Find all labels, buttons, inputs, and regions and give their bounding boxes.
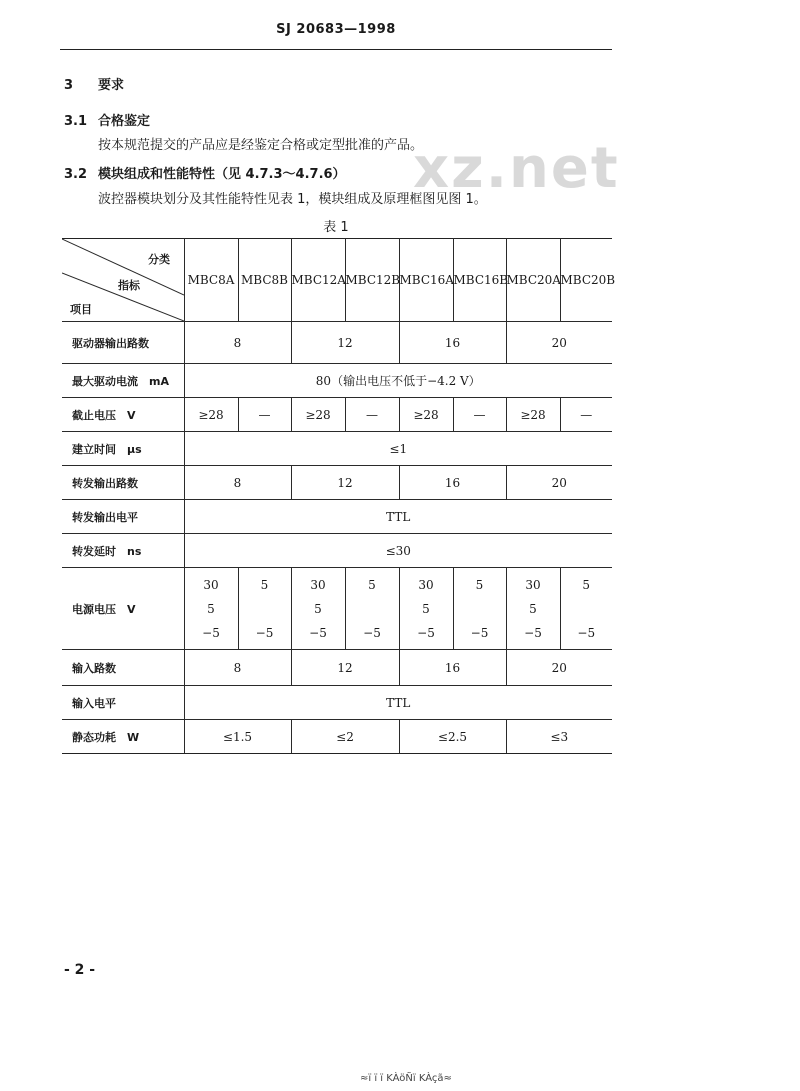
value: −5 — [577, 625, 596, 640]
table-title: 表 1 — [323, 220, 349, 235]
table-cell: 12 — [291, 322, 399, 364]
table-cell: 12 — [291, 466, 399, 500]
section-3-heading — [64, 74, 124, 93]
table-cell: 20 — [506, 322, 612, 364]
value: −5 — [363, 625, 381, 640]
row-label: 驱动器输出路数 — [62, 322, 184, 364]
corner-indicator-label: 指标 — [118, 279, 140, 292]
table-cell: 8 — [184, 322, 291, 364]
page-number: - 2 - — [64, 962, 96, 978]
table-row — [62, 720, 612, 754]
section-number: 3.2 — [64, 167, 88, 182]
row-label: 建立时间 μs — [62, 432, 184, 466]
section-3-1-heading — [64, 110, 150, 129]
table-cell: ≤1.5 — [184, 720, 291, 754]
table-cell — [345, 568, 399, 650]
table-cell: ≤2.5 — [399, 720, 506, 754]
value — [346, 602, 399, 616]
value: 5 — [368, 577, 376, 592]
column-header: MBC12A — [291, 239, 345, 322]
row-label: 转发输出路数 — [62, 466, 184, 500]
value: −5 — [309, 625, 327, 640]
value: 5 — [314, 601, 322, 616]
table-cell — [453, 568, 506, 650]
section-title: 合格鉴定 — [98, 114, 151, 129]
value-stack — [561, 572, 613, 646]
row-label: 输入电平 — [62, 686, 184, 720]
table-row — [62, 534, 612, 568]
value: −5 — [202, 625, 220, 640]
spec-table — [62, 238, 616, 754]
row-label: 转发输出电平 — [62, 500, 184, 534]
value: 30 — [310, 577, 326, 592]
section-3-2-body: 波控器模块划分及其性能特性见表 1，模块组成及原理框图见图 1。 — [98, 192, 487, 207]
table-cell: ≥28 — [399, 398, 453, 432]
table-cell — [506, 568, 560, 650]
table-cell: ≥28 — [291, 398, 345, 432]
value-stack — [454, 572, 506, 646]
diagonal-header — [62, 239, 184, 321]
table-cell: — — [453, 398, 506, 432]
table-cell: — — [560, 398, 612, 432]
section-number: 3 — [64, 78, 74, 93]
value-stack — [346, 572, 399, 646]
row-label: 输入路数 — [62, 650, 184, 686]
corner-item-label: 项目 — [70, 303, 92, 316]
value-stack — [239, 572, 291, 646]
value — [454, 602, 506, 616]
table-cell: TTL — [184, 686, 612, 720]
value — [239, 602, 291, 616]
value: 5 — [422, 601, 430, 616]
table-row — [62, 364, 612, 398]
corner-category-label: 分类 — [148, 253, 170, 266]
value-stack — [185, 572, 238, 646]
table-cell: — — [238, 398, 291, 432]
section-number: 3.1 — [64, 114, 88, 129]
table-cell: 16 — [399, 650, 506, 686]
table-cell: 8 — [184, 650, 291, 686]
table-cell: 16 — [399, 322, 506, 364]
column-header: MBC16B — [453, 239, 506, 322]
footer-mark: ≈ï ï ï KÀöÑï KÀçã≈ — [360, 1073, 452, 1084]
column-header: MBC8A — [184, 239, 238, 322]
row-label: 静态功耗 W — [62, 720, 184, 754]
table-cell: ≤30 — [184, 534, 612, 568]
column-header: MBC20A — [506, 239, 560, 322]
value: 30 — [418, 577, 434, 592]
table-cell: 8 — [184, 466, 291, 500]
table-row — [62, 568, 612, 650]
table-row — [62, 686, 612, 720]
section-title: 要求 — [98, 78, 125, 93]
value: 5 — [475, 577, 484, 592]
column-header: MBC16A — [399, 239, 453, 322]
table-cell: 16 — [399, 466, 506, 500]
table-cell: — — [345, 398, 399, 432]
row-label: 最大驱动电流 mA — [62, 364, 184, 398]
table-cell: ≤1 — [184, 432, 612, 466]
header-rule — [60, 49, 612, 50]
value: −5 — [417, 625, 435, 640]
column-header: MBC8B — [238, 239, 291, 322]
value — [561, 602, 613, 616]
table-cell: 12 — [291, 650, 399, 686]
section-title: 模块组成和性能特性（见 4.7.3～4.7.6） — [98, 167, 346, 182]
table-cell — [238, 568, 291, 650]
row-label: 电源电压 V — [62, 568, 184, 650]
value: 5 — [207, 601, 215, 616]
value: 30 — [203, 577, 219, 592]
table-corner-cell — [62, 239, 184, 322]
value: 5 — [582, 577, 591, 592]
table-cell — [560, 568, 612, 650]
table-cell: ≤2 — [291, 720, 399, 754]
table-cell: ≤3 — [506, 720, 612, 754]
table-row — [62, 466, 612, 500]
table-cell: 20 — [506, 650, 612, 686]
value-stack — [507, 572, 560, 646]
value: 30 — [525, 577, 541, 592]
section-3-1-body: 按本规范提交的产品应是经鉴定合格或定型批准的产品。 — [98, 138, 424, 153]
value: −5 — [470, 625, 489, 640]
document-header: SJ 20683—1998 — [276, 22, 396, 37]
table-row — [62, 322, 612, 364]
value: −5 — [524, 625, 542, 640]
table-row — [62, 650, 612, 686]
table-cell: TTL — [184, 500, 612, 534]
table-cell — [184, 568, 238, 650]
table-cell: 20 — [506, 466, 612, 500]
table-row — [62, 500, 612, 534]
value: 5 — [260, 577, 269, 592]
table-cell: ≥28 — [184, 398, 238, 432]
table-row — [62, 432, 612, 466]
section-3-2-heading — [64, 163, 346, 182]
row-label: 转发延时 ns — [62, 534, 184, 568]
value: −5 — [255, 625, 274, 640]
column-header: MBC20B — [560, 239, 612, 322]
value-stack — [292, 572, 345, 646]
column-header: MBC12B — [345, 239, 399, 322]
table-cell — [291, 568, 345, 650]
value-stack — [400, 572, 453, 646]
table-cell — [399, 568, 453, 650]
watermark: xz.net — [413, 136, 620, 201]
value: 5 — [529, 601, 537, 616]
table-row — [62, 398, 612, 432]
row-label: 截止电压 V — [62, 398, 184, 432]
table-cell: 80（输出电压不低于−4.2 V） — [184, 364, 612, 398]
table-cell: ≥28 — [506, 398, 560, 432]
